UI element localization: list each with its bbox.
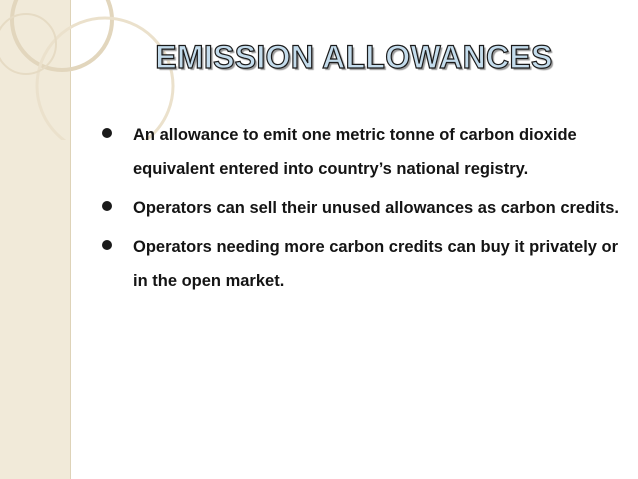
bullet-text: An allowance to emit one metric tonne of carbon dioxide equivalent entered into country’s national registry. — [133, 126, 577, 178]
bullet-dot-icon — [102, 128, 112, 138]
bullet-item — [102, 118, 622, 186]
bullet-item — [102, 191, 622, 225]
bullet-text: Operators needing more carbon credits can buy it privately or in the open market. — [133, 238, 619, 290]
bullet-dot-icon — [102, 201, 112, 211]
slide-title: EMISSION ALLOWANCES — [155, 39, 553, 75]
bullet-list — [102, 118, 622, 303]
bullet-item — [102, 230, 622, 298]
bullet-text: Operators can sell their unused allowances as carbon credits. — [133, 199, 620, 217]
bullet-dot-icon — [102, 240, 112, 250]
